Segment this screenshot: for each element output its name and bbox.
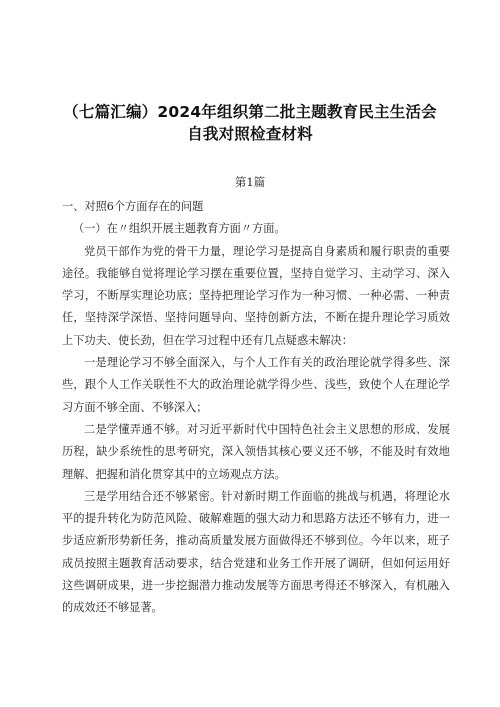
body-paragraph-2: 一是理论学习不够全面深入，与个人工作有关的政治理论就学得多些、深些，跟个人工作关联性不大的政治理论就学得少些、浅些，致使个人在理论学习方面不够全面、不够深入； bbox=[62, 356, 450, 414]
document-body bbox=[62, 196, 450, 620]
body-paragraph-4: 三是学用结合还不够紧密。针对新时期工作面临的挑战与机遇，将理论水平的提升转化为防范风险、破解难题的强大动力和思路方法还不够有力，进一步适应新形势新任务，推动高质量发展方面做得还不够到位。今年以来，班子成员按照主题教育活动要求，结合党建和业务工作开展了调研，但如何运用好这些调研成果，进一步挖掘潜力推动发展等方面思考得还不够深入，有机融入的成效还不够显著。 bbox=[62, 489, 450, 615]
body-paragraph-3: 二是学懂弄通不够。对习近平新时代中国特色社会主义思想的形成、发展历程，缺少系统性的思考研究，深入领悟其核心要义还不够，不能及时有效地理解、把握和消化贯穿其中的立场观点方法。 bbox=[62, 422, 450, 481]
chapter-label: 第1篇 bbox=[234, 175, 266, 189]
body-paragraph-1: 党员干部作为党的骨干力量，理论学习是提高自身素质和履行职责的重要途径。我能够自觉将理论学习摆在重要位置，坚持自觉学习、主动学习、深入学习，不断厚实理论功底；坚持把理论学习作为一种习惯、一种必需、一种责任，坚持深学深悟、坚持问题导向、坚持创新方法，不断在提升理论学习质效上下功夫、使长劲，但在学习过程中还有几点疑惑未解决： bbox=[62, 244, 450, 347]
document-title-line-2: 自我对照检查材料 bbox=[187, 125, 313, 143]
section-heading: 一、对照6个方面存在的问题 bbox=[62, 200, 204, 213]
subsection-heading: （一）在〃组织开展主题教育方面〃方面。 bbox=[73, 222, 286, 236]
document-title-line-1: （七篇汇编）2024年组织第二批主题教育民主生活会 bbox=[63, 103, 437, 121]
